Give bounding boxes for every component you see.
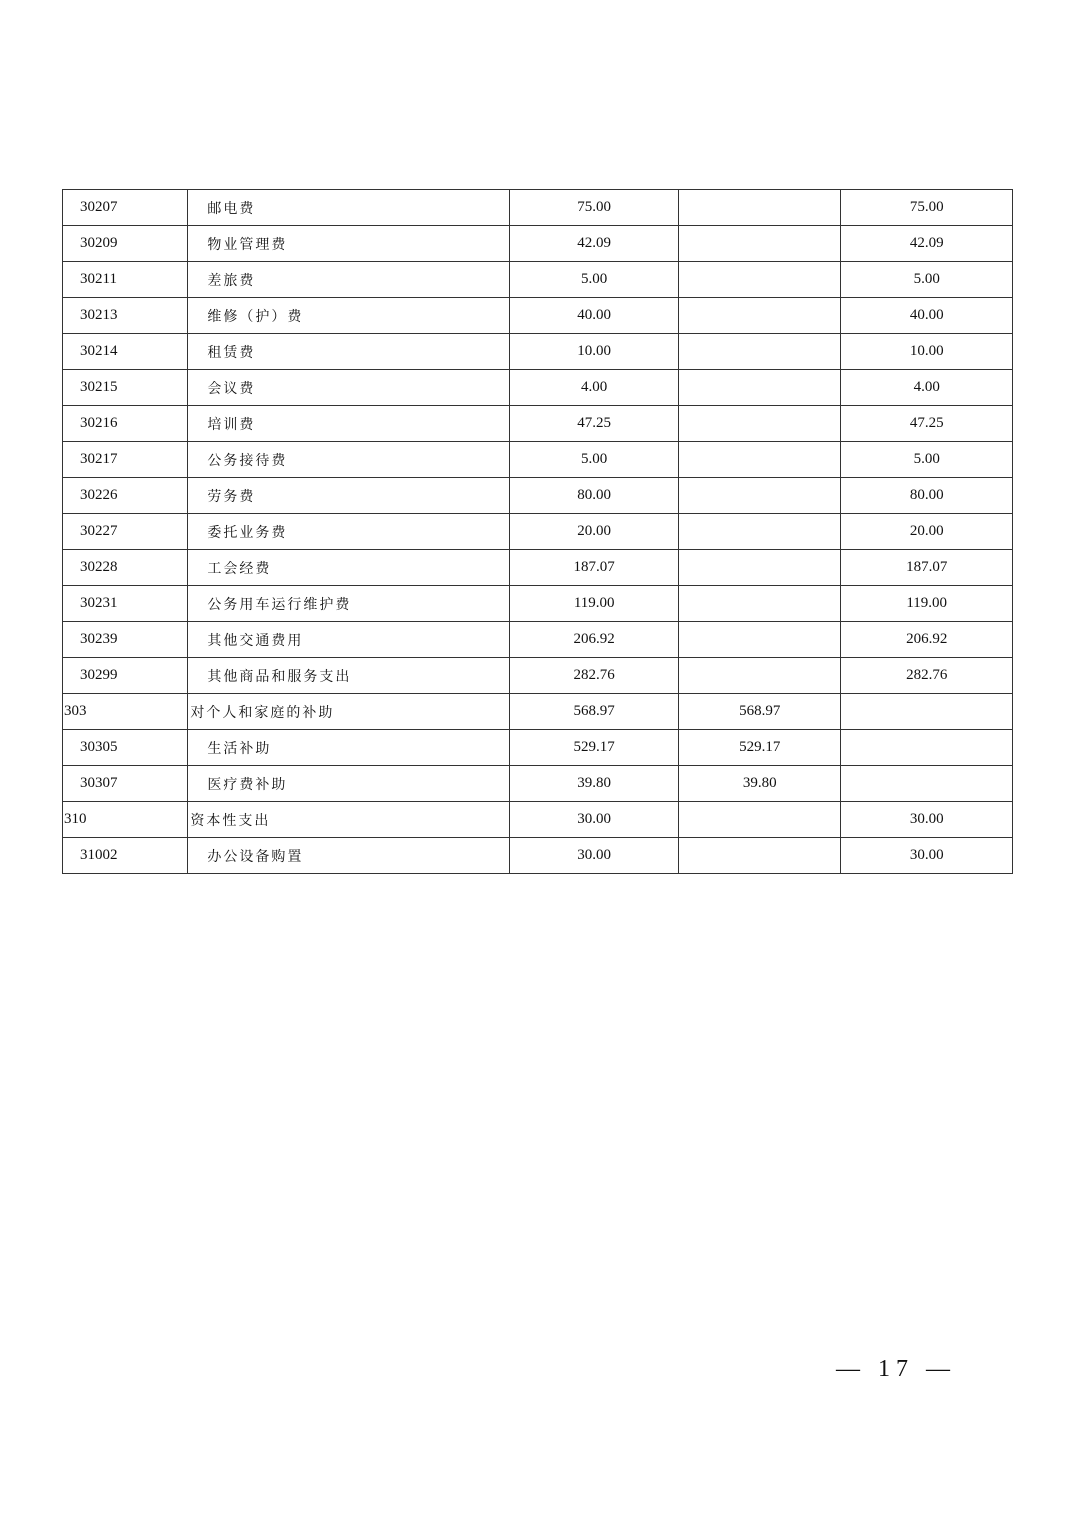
total-cell: 119.00 (510, 586, 679, 622)
code-cell: 30213 (63, 298, 188, 334)
code-cell: 30239 (63, 622, 188, 658)
code-cell: 30214 (63, 334, 188, 370)
total-cell: 4.00 (510, 370, 679, 406)
project-cell (841, 730, 1013, 766)
name-cell: 租赁费 (188, 334, 510, 370)
basic-cell (678, 262, 841, 298)
total-cell: 5.00 (510, 262, 679, 298)
project-cell: 42.09 (841, 226, 1013, 262)
name-cell: 会议费 (188, 370, 510, 406)
table-row (63, 190, 1013, 226)
table-row (63, 262, 1013, 298)
code-cell: 30226 (63, 478, 188, 514)
basic-cell (678, 334, 841, 370)
table-row (63, 226, 1013, 262)
table-row (63, 658, 1013, 694)
table-row (63, 622, 1013, 658)
table-row (63, 694, 1013, 730)
table-row (63, 298, 1013, 334)
name-cell: 公务用车运行维护费 (188, 586, 510, 622)
project-cell: 187.07 (841, 550, 1013, 586)
table-row (63, 838, 1013, 874)
code-cell: 30207 (63, 190, 188, 226)
total-cell: 80.00 (510, 478, 679, 514)
name-cell: 工会经费 (188, 550, 510, 586)
table-row (63, 442, 1013, 478)
total-cell: 42.09 (510, 226, 679, 262)
budget-table (62, 189, 1013, 874)
total-cell: 282.76 (510, 658, 679, 694)
basic-cell (678, 550, 841, 586)
table-row (63, 730, 1013, 766)
basic-cell: 39.80 (678, 766, 841, 802)
name-cell: 其他商品和服务支出 (188, 658, 510, 694)
code-cell: 30228 (63, 550, 188, 586)
page-number: — 17 — (836, 1356, 956, 1382)
name-cell: 维修（护）费 (188, 298, 510, 334)
name-cell: 生活补助 (188, 730, 510, 766)
basic-cell (678, 226, 841, 262)
basic-cell (678, 190, 841, 226)
project-cell: 30.00 (841, 802, 1013, 838)
basic-cell: 529.17 (678, 730, 841, 766)
total-cell: 206.92 (510, 622, 679, 658)
table-row (63, 370, 1013, 406)
table-row (63, 586, 1013, 622)
total-cell: 39.80 (510, 766, 679, 802)
total-cell: 568.97 (510, 694, 679, 730)
basic-cell (678, 406, 841, 442)
basic-cell (678, 658, 841, 694)
table-row (63, 478, 1013, 514)
code-cell: 310 (63, 802, 188, 838)
code-cell: 30209 (63, 226, 188, 262)
name-cell: 培训费 (188, 406, 510, 442)
name-cell: 公务接待费 (188, 442, 510, 478)
total-cell: 10.00 (510, 334, 679, 370)
project-cell: 30.00 (841, 838, 1013, 874)
name-cell: 邮电费 (188, 190, 510, 226)
code-cell: 30227 (63, 514, 188, 550)
code-cell: 303 (63, 694, 188, 730)
basic-cell (678, 838, 841, 874)
name-cell: 物业管理费 (188, 226, 510, 262)
total-cell: 30.00 (510, 802, 679, 838)
table-body (63, 190, 1013, 874)
name-cell: 资本性支出 (188, 802, 510, 838)
project-cell: 119.00 (841, 586, 1013, 622)
project-cell: 5.00 (841, 262, 1013, 298)
code-cell: 30215 (63, 370, 188, 406)
name-cell: 其他交通费用 (188, 622, 510, 658)
table-row (63, 334, 1013, 370)
table-row (63, 550, 1013, 586)
table-row (63, 766, 1013, 802)
total-cell: 47.25 (510, 406, 679, 442)
project-cell: 4.00 (841, 370, 1013, 406)
name-cell: 委托业务费 (188, 514, 510, 550)
name-cell: 对个人和家庭的补助 (188, 694, 510, 730)
project-cell: 10.00 (841, 334, 1013, 370)
total-cell: 20.00 (510, 514, 679, 550)
table-row (63, 802, 1013, 838)
project-cell (841, 694, 1013, 730)
name-cell: 办公设备购置 (188, 838, 510, 874)
total-cell: 40.00 (510, 298, 679, 334)
code-cell: 31002 (63, 838, 188, 874)
code-cell: 30307 (63, 766, 188, 802)
project-cell: 5.00 (841, 442, 1013, 478)
project-cell (841, 766, 1013, 802)
project-cell: 282.76 (841, 658, 1013, 694)
basic-cell (678, 478, 841, 514)
name-cell: 差旅费 (188, 262, 510, 298)
total-cell: 187.07 (510, 550, 679, 586)
table-row (63, 406, 1013, 442)
project-cell: 75.00 (841, 190, 1013, 226)
basic-cell (678, 802, 841, 838)
project-cell: 47.25 (841, 406, 1013, 442)
code-cell: 30299 (63, 658, 188, 694)
basic-cell (678, 622, 841, 658)
basic-cell (678, 514, 841, 550)
basic-cell (678, 298, 841, 334)
name-cell: 劳务费 (188, 478, 510, 514)
name-cell: 医疗费补助 (188, 766, 510, 802)
code-cell: 30216 (63, 406, 188, 442)
table-row (63, 514, 1013, 550)
total-cell: 5.00 (510, 442, 679, 478)
project-cell: 20.00 (841, 514, 1013, 550)
basic-cell (678, 442, 841, 478)
code-cell: 30217 (63, 442, 188, 478)
basic-cell (678, 370, 841, 406)
project-cell: 40.00 (841, 298, 1013, 334)
code-cell: 30211 (63, 262, 188, 298)
total-cell: 75.00 (510, 190, 679, 226)
code-cell: 30305 (63, 730, 188, 766)
code-cell: 30231 (63, 586, 188, 622)
basic-cell: 568.97 (678, 694, 841, 730)
basic-cell (678, 586, 841, 622)
project-cell: 206.92 (841, 622, 1013, 658)
total-cell: 30.00 (510, 838, 679, 874)
total-cell: 529.17 (510, 730, 679, 766)
project-cell: 80.00 (841, 478, 1013, 514)
